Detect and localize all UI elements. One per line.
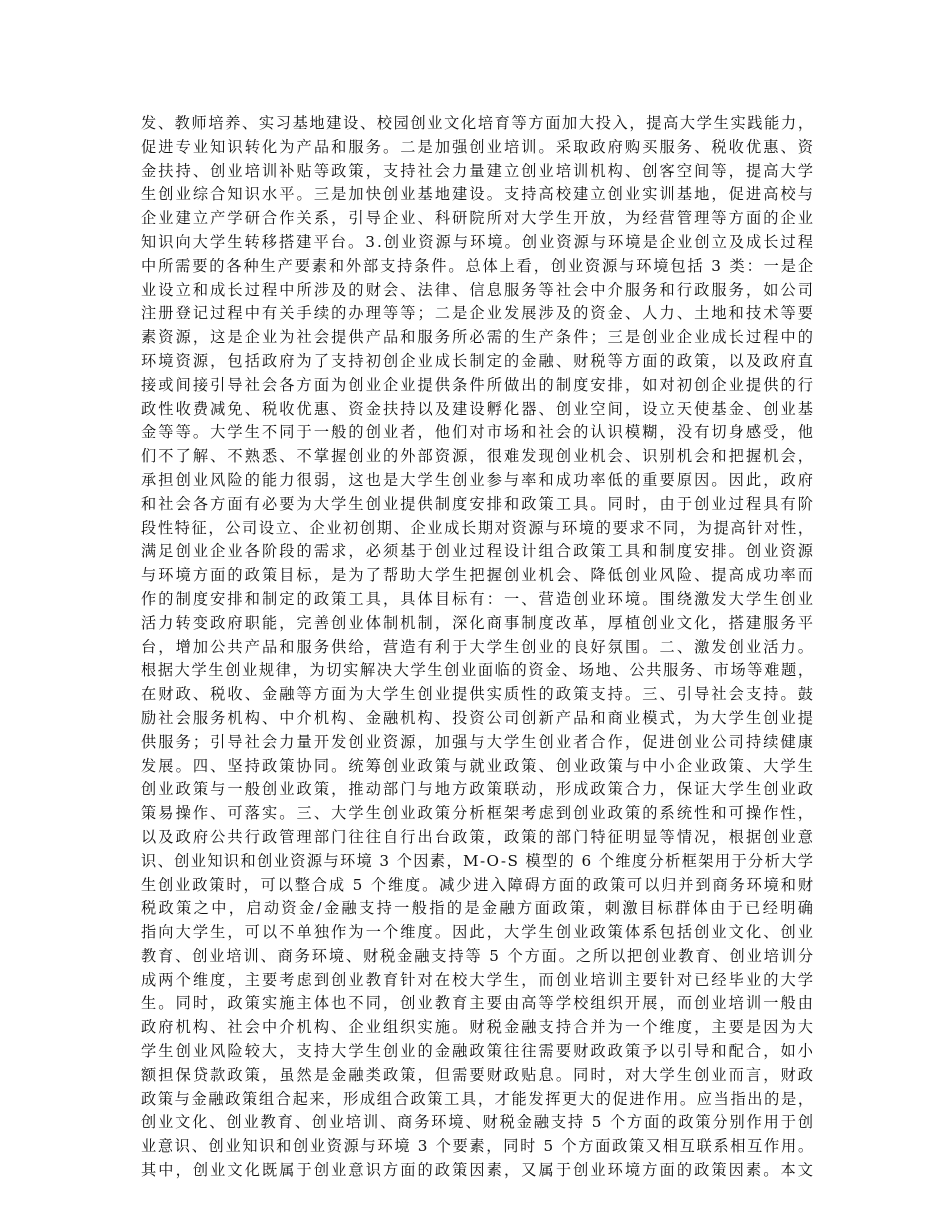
text-line: 发、教师培养、实习基地建设、校园创业文化培育等方面加大投入，提高大学生实践能力， — [141, 114, 815, 132]
text-line: 策易操作、可落实。三、大学生创业政策分析框架考虑到创业政策的系统性和可操作性， — [141, 804, 816, 823]
text-line: 作的制度安排和制定的政策工具，具体目标有：一、营造创业环境。围绕激发大学生创业 — [141, 589, 816, 608]
text-line: 环境资源，包括政府为了支持初创企业成长制定的金融、财税等方面的政策，以及政府直 — [141, 351, 816, 370]
text-line: 台，增加公共产品和服务供给，营造有利于大学生创业的良好氛围。二、激发创业活力。 — [141, 637, 816, 656]
text-line: 素资源，这是企业为社会提供产品和服务所必需的生产条件；三是创业企业成长过程中的 — [141, 328, 816, 347]
text-line: 励社会服务机构、中介机构、金融机构、投资公司创新产品和商业模式，为大学生创业提 — [141, 708, 816, 727]
text-line: 税政策之中，启动资金/金融支持一般指的是金融方面政策，刺激目标群体由于已经明确 — [141, 899, 816, 918]
text-line: 生创业综合知识水平。三是加快创业基地建设。支持高校建立创业实训基地，促进高校与 — [141, 185, 816, 204]
text-line: 政策与金融政策组合起来，形成组合政策工具，才能发挥更大的促进作用。应当指出的是， — [141, 1089, 815, 1108]
text-line: 教育、创业培训、商务环境、财税金融支持等 5 个方面。之所以把创业教育、创业培训分 — [141, 946, 815, 965]
text-line: 发展。四、坚持政策协同。统筹创业政策与就业政策、创业政策与中小企业政策、大学生 — [141, 756, 816, 775]
text-line: 识、创业知识和创业资源与环境 3 个因素，M-O-S 模型的 6 个维度分析框架用于分析大学 — [141, 851, 815, 870]
body-text — [141, 112, 816, 1183]
text-line: 金扶持、创业培训补贴等政策，支持社会力量建立创业培训机构、创客空间等，提高大学 — [141, 161, 816, 180]
text-line: 业设立和成长过程中所涉及的财会、法律、信息服务等社会中介服务和行政服务，如公司 — [141, 280, 816, 299]
text-line: 注册登记过程中有关手续的办理等等；二是企业发展涉及的资金、人力、土地和技术等要 — [141, 304, 816, 323]
text-line: 和社会各方面有必要为大学生创业提供制度安排和政策工具。同时，由于创业过程具有阶 — [141, 494, 816, 513]
text-line: 知识向大学生转移搭建平台。3.创业资源与环境。创业资源与环境是企业创立及成长过程 — [141, 232, 816, 251]
text-line: 在财政、税收、金融等方面为大学生创业提供实质性的政策支持。三、引导社会支持。鼓 — [141, 685, 816, 704]
text-line: 创业政策与一般创业政策，推动部门与地方政策联动，形成政策合力，保证大学生创业政 — [141, 780, 816, 799]
text-line: 学生创业风险较大，支持大学生创业的金融政策往往需要财政政策予以引导和配合，如小 — [141, 1042, 816, 1061]
text-line: 其中，创业文化既属于创业意识方面的政策因素，又属于创业环境方面的政策因素。本文 — [141, 1161, 816, 1180]
text-line: 承担创业风险的能力很弱，这也是大学生创业参与率和成功率低的重要原因。因此，政府 — [141, 470, 816, 489]
text-line: 供服务；引导社会力量开发创业资源，加强与大学生创业者合作，促进创业公司持续健康 — [141, 732, 816, 751]
text-line: 根据大学生创业规律，为切实解决大学生创业面临的资金、场地、公共服务、市场等难题， — [141, 661, 815, 680]
text-line: 接或间接引导社会各方面为创业企业提供条件所做出的制度安排，如对初创企业提供的行 — [141, 375, 816, 394]
text-line: 们不了解、不熟悉、不掌握创业的外部资源，很难发现创业机会、识别机会和把握机会， — [141, 447, 816, 466]
text-line: 段性特征，公司设立、企业初创期、企业成长期对资源与环境的要求不同，为提高针对性， — [141, 518, 815, 537]
text-line: 生创业政策时，可以整合成 5 个维度。减少进入障碍方面的政策可以归并到商务环境和财 — [141, 875, 815, 894]
text-line: 满足创业企业各阶段的需求，必须基于创业过程设计组合政策工具和制度安排。创业资源 — [141, 542, 816, 561]
text-line: 与环境方面的政策目标，是为了帮助大学生把握创业机会、降低创业风险、提高成功率而 — [141, 566, 816, 585]
text-line: 业意识、创业知识和创业资源与环境 3 个要素，同时 5 个方面政策又相互联系相互作用。 — [141, 1137, 815, 1156]
text-line: 中所需要的各种生产要素和外部支持条件。总体上看，创业资源与环境包括 3 类：一是企 — [141, 256, 815, 275]
text-line: 创业文化、创业教育、创业培训、商务环境、财税金融支持 5 个方面的政策分别作用于创 — [141, 1113, 815, 1132]
text-line: 以及政府公共行政管理部门往往自行出台政策，政策的部门特征明显等情况，根据创业意 — [141, 827, 816, 846]
text-line: 生。同时，政策实施主体也不同，创业教育主要由高等学校组织开展，而创业培训一般由 — [141, 994, 816, 1013]
text-line: 政性收费减免、税收优惠、资金扶持以及建设孵化器、创业空间，设立天使基金、创业基 — [141, 399, 816, 418]
text-line: 指向大学生，可以不单独作为一个维度。因此，大学生创业政策体系包括创业文化、创业 — [141, 923, 816, 942]
text-line: 金等等。大学生不同于一般的创业者，他们对市场和社会的认识模糊，没有切身感受，他 — [141, 423, 816, 442]
text-line: 促进专业知识转化为产品和服务。二是加强创业培训。采取政府购买服务、税收优惠、资 — [141, 137, 816, 156]
text-line: 企业建立产学研合作关系，引导企业、科研院所对大学生开放，为经营管理等方面的企业 — [141, 209, 816, 228]
text-line: 额担保贷款政策，虽然是金融类政策，但需要财政贴息。同时，对大学生创业而言，财政 — [141, 1065, 816, 1084]
text-line: 成两个维度，主要考虑到创业教育针对在校大学生，而创业培训主要针对已经毕业的大学 — [141, 970, 816, 989]
text-line: 政府机构、社会中介机构、企业组织实施。财税金融支持合并为一个维度，主要是因为大 — [141, 1018, 816, 1037]
text-line: 活力转变政府职能，完善创业体制机制，深化商事制度改革，厚植创业文化，搭建服务平 — [141, 613, 816, 632]
